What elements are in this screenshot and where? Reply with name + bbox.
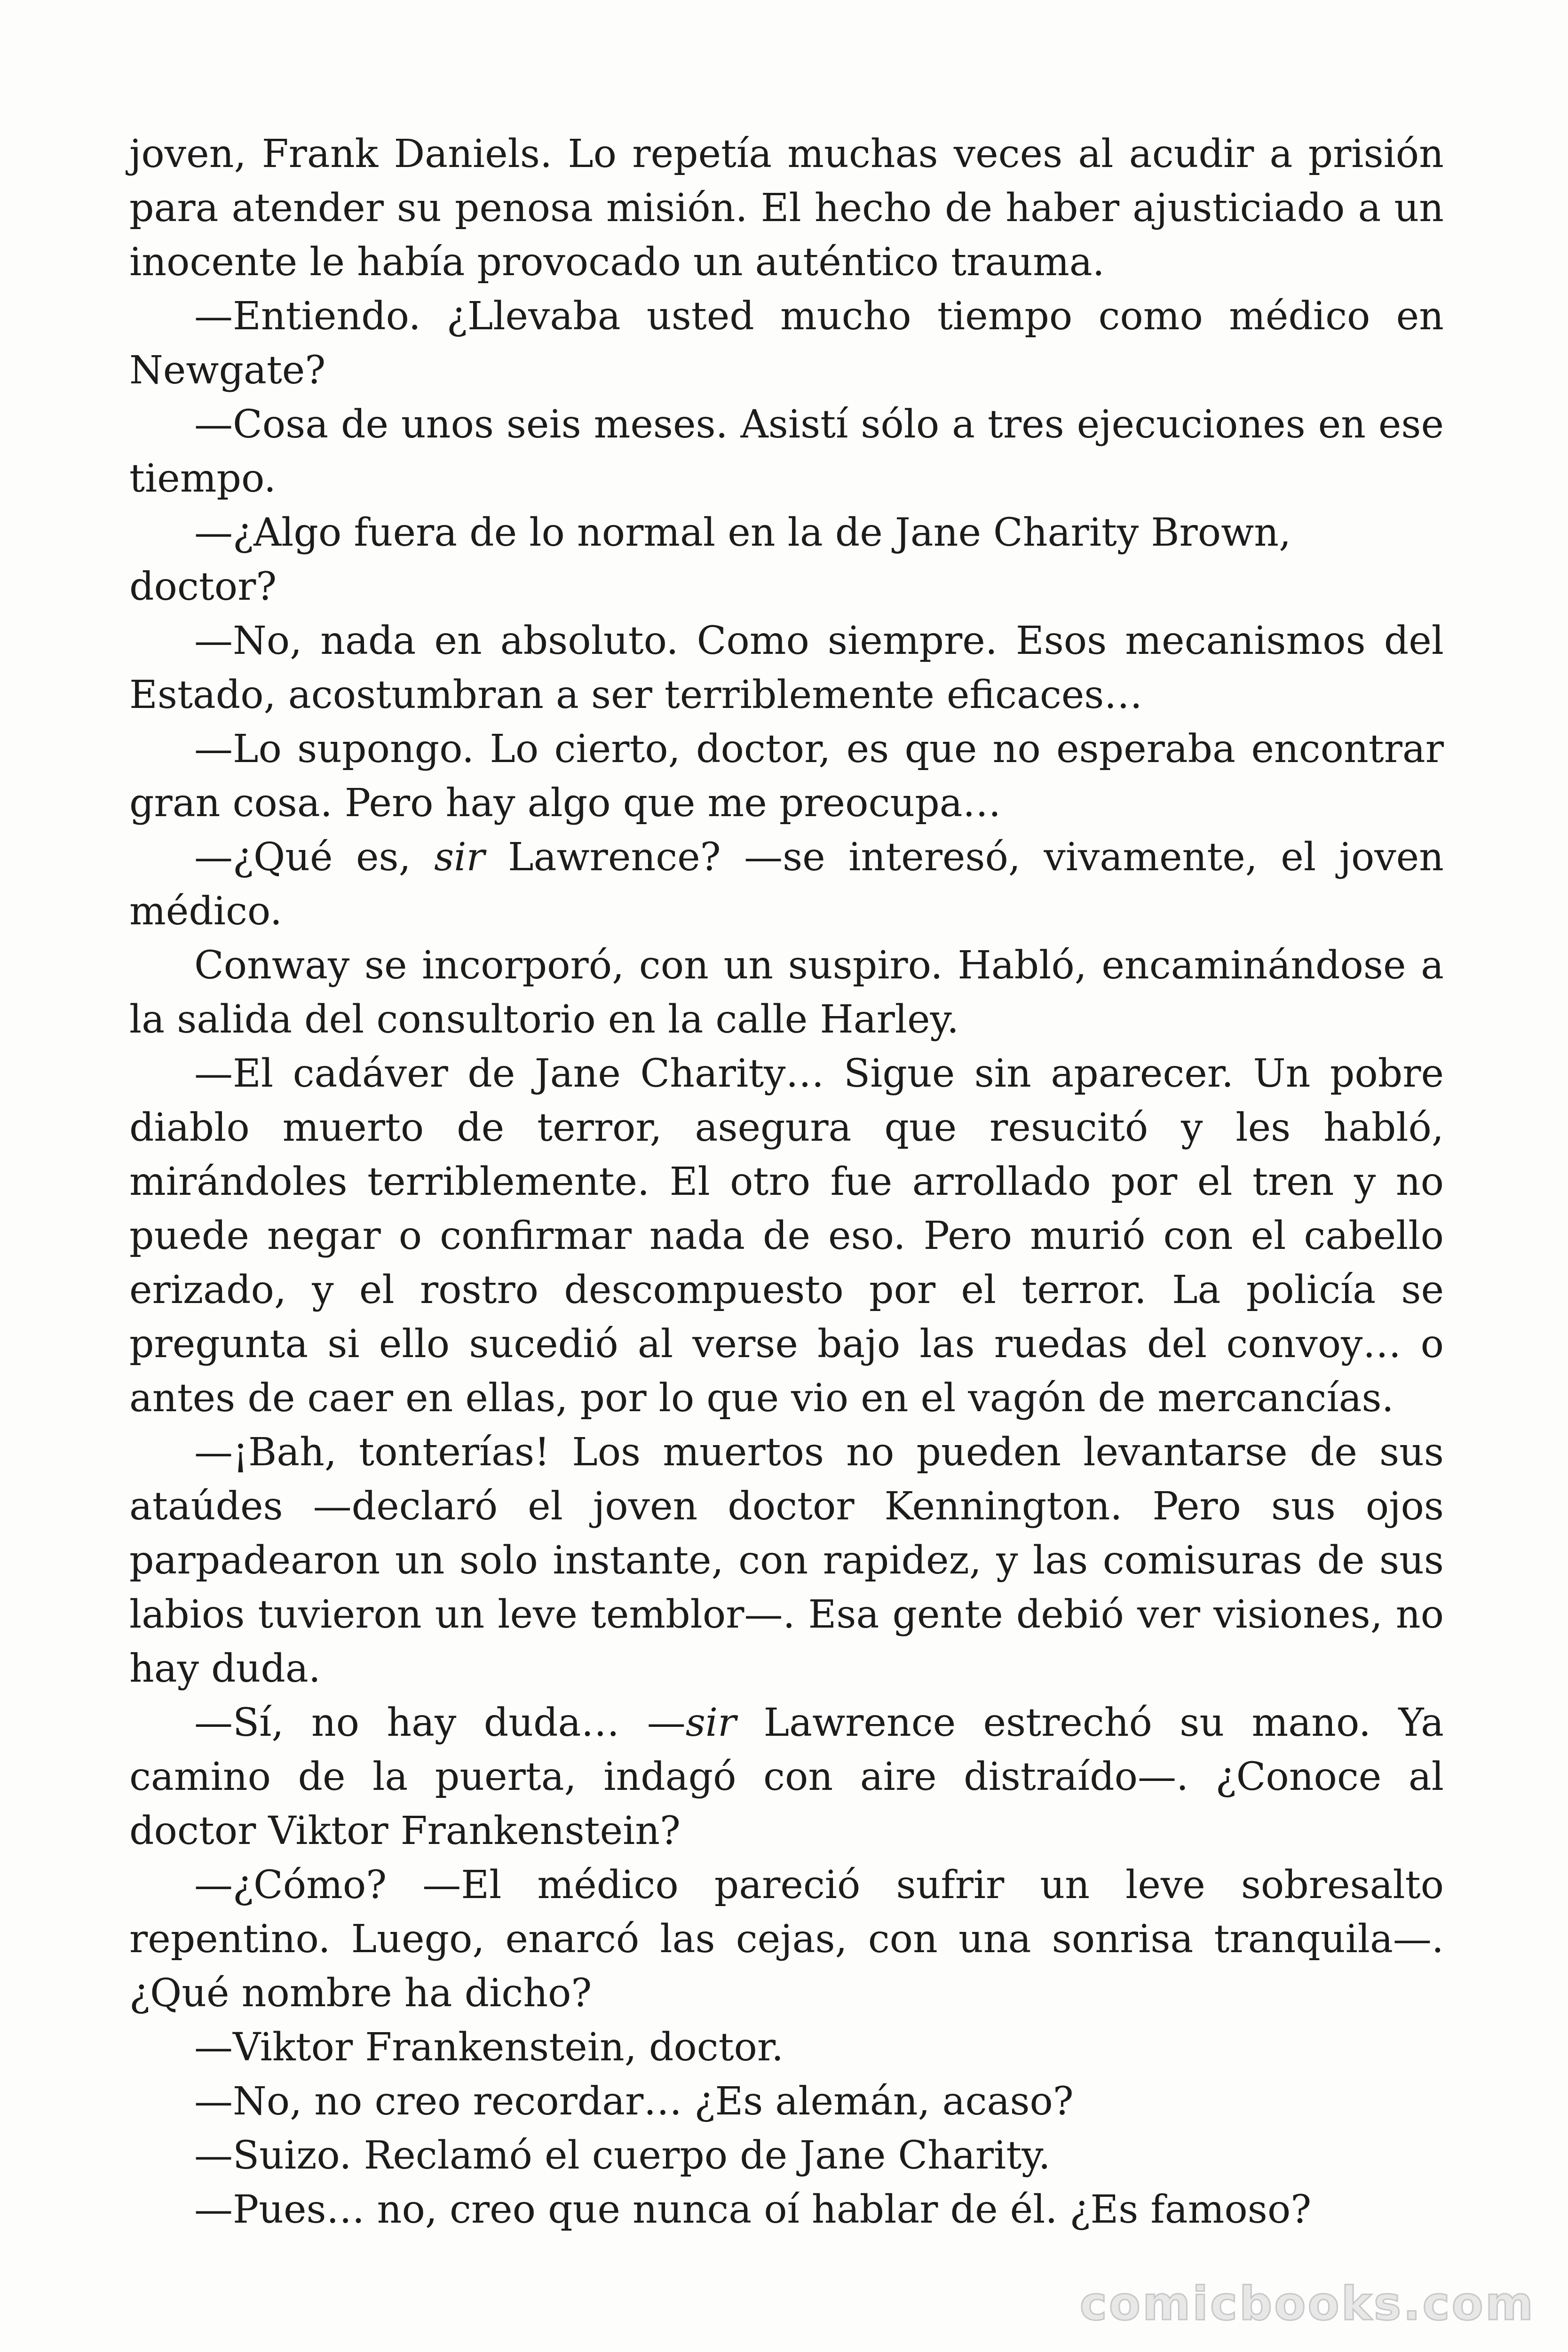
paragraph: —¡Bah, tonterías! Los muertos no pueden levantarse de sus ataúdes —declaró el joven doctor Kennington. Pero sus ojos parpadearon un solo instante, con rapidez, y las comisuras de sus labios tuvieron un leve temblor—. Esa gente debió ver visiones, no hay duda. — [129, 1430, 1444, 1691]
paragraph: —Cosa de unos seis meses. Asistí sólo a tres ejecuciones en ese tiempo. — [129, 402, 1444, 501]
paragraph-part: Lawrence estrechó su mano. Ya camino de la puerta, indagó con aire distraído—. ¿Conoce al doctor Viktor Frankenstein? — [129, 1700, 1444, 1853]
paragraph: —El cadáver de Jane Charity… Sigue sin aparecer. Un pobre diablo muerto de terror, asegura que resucitó y les habló, mirándoles terriblemente. El otro fue arrollado por el tren y no puede negar o confirmar nada de eso. Pero murió con el cabello erizado, y el rostro descompuesto por el terror. La policía se pregunta si ello sucedió al verse bajo las ruedas del convoy… o antes de caer en ellas, por lo que vio en el vagón de mercancías. — [129, 1051, 1444, 1421]
paragraph: —¿Cómo? —El médico pareció sufrir un leve sobresalto repentino. Luego, enarcó las cejas, con una sonrisa tranquila—. ¿Qué nombre ha dicho? — [129, 1863, 1444, 2016]
watermark: comicbooks.com — [1079, 2277, 1535, 2331]
paragraph: —Suizo. Reclamó el cuerpo de Jane Charity. — [194, 2133, 1051, 2178]
paragraph — [129, 1696, 1444, 1858]
paragraph: —Viktor Frankenstein, doctor. — [194, 2025, 784, 2070]
paragraph-part: Lawrence? —se interesó, vivamente, el joven médico. — [129, 835, 1444, 934]
paragraph: joven, Frank Daniels. Lo repetía muchas veces al acudir a prisión para atender su penosa misión. El hecho de haber ajusticiado a un inocente le había provocado un auténtico trauma. — [129, 132, 1444, 285]
paragraph-part: —Sí, no hay duda… — — [194, 1700, 686, 1745]
italic-word: sir — [434, 835, 485, 880]
page-text — [129, 127, 1444, 2237]
paragraph: —No, no creo recordar… ¿Es alemán, acaso? — [194, 2079, 1074, 2124]
italic-word: sir — [685, 1700, 736, 1745]
paragraph: —Entiendo. ¿Llevaba usted mucho tiempo como médico en Newgate? — [129, 294, 1444, 393]
paragraph-part: —¿Qué es, — [194, 835, 435, 880]
paragraph: —¿Algo fuera de lo normal en la de Jane Charity Brown, doctor? — [129, 510, 1291, 609]
paragraph: Conway se incorporó, con un suspiro. Habló, encaminándose a la salida del consultorio en la calle Harley. — [129, 943, 1444, 1042]
paragraph: —No, nada en absoluto. Como siempre. Esos mecanismos del Estado, acostumbran a ser terriblemente eficaces… — [129, 619, 1444, 717]
paragraph — [129, 830, 1444, 938]
paragraph: —Pues… no, creo que nunca oí hablar de él. ¿Es famoso? — [194, 2187, 1312, 2232]
paragraph: —Lo supongo. Lo cierto, doctor, es que no esperaba encontrar gran cosa. Pero hay algo que me preocupa… — [129, 727, 1444, 826]
